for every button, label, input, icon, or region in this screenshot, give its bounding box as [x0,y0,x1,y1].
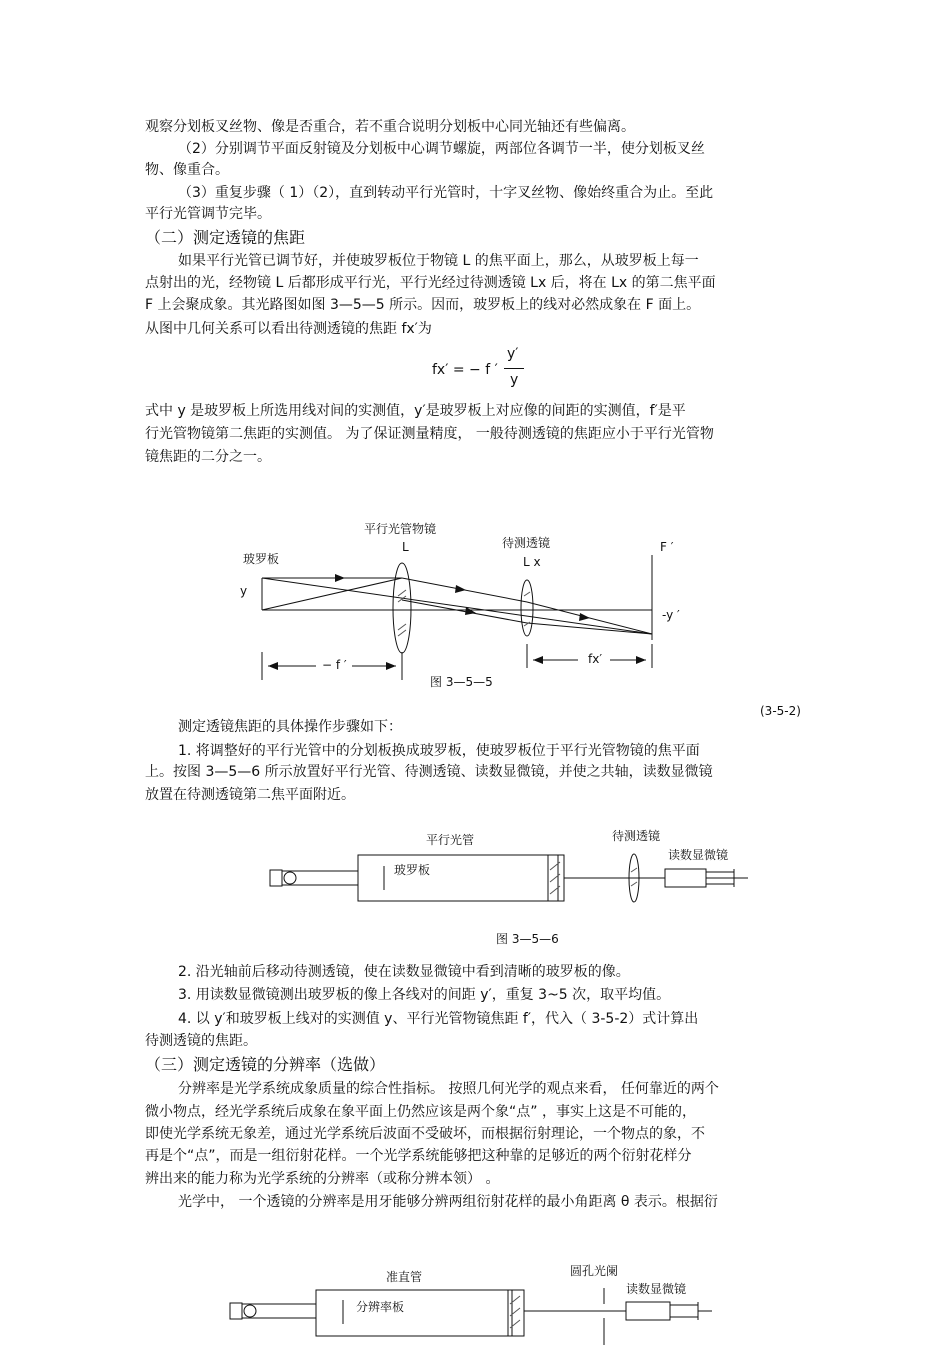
text-line: 平行光管调节完毕。 [145,206,271,222]
text-line: 即使光学系统无象差，通过光学系统后波面不受破坏，而根据衍射理论，一个物点的象，不 [145,1126,705,1142]
fig357-microscope-label: 读数显微镜 [626,1282,687,1296]
text-line: 辨出来的能力称为光学系统的分辨率（或称分辨本领） 。 [145,1171,500,1187]
text-line: （3）重复步骤（ 1）（2），直到转动平行光管时，十字叉丝物、像始终重合为止。至此 [178,185,714,201]
fig355-caption: 图 3—5—5 [430,675,493,689]
text-line: 如果平行光管已调节好，并使玻罗板位于物镜 L 的焦平面上，那么，从玻罗板上每一 [178,253,699,269]
fig355-fx-label: fx′ [588,652,603,666]
text-line: 2. 沿光轴前后移动待测透镜，使在读数显微镜中看到清晰的玻罗板的像。 [178,964,630,980]
fig356-collimator-label: 平行光管 [426,833,475,847]
fig356-test-lens-label: 待测透镜 [612,829,661,843]
text-line: F 上会聚成象。其光路图如图 3—5—5 所示。因而，玻罗板上的线对必然成象在 F 面上。 [145,297,701,313]
fig356-caption: 图 3—5—6 [496,932,559,946]
formula-lhs: fx′ = − f ′ [432,362,498,378]
equation-number: (3-5-2) [760,704,801,718]
text-line: 观察分划板叉丝物、像是否重合，若不重合说明分划板中心同光轴还有些偏离。 [145,119,635,135]
fig355-neg-y-label: -y ′ [662,608,680,622]
text-line: 放置在待测透镜第二焦平面附近。 [145,787,355,803]
text-line: 镜焦距的二分之一。 [145,449,271,465]
fig357-plate-label: 分辨率板 [356,1300,405,1314]
text-line: 4. 以 y′和玻罗板上线对的实测值 y、平行光管物镜焦距 f′，代入（ 3-5-2）式计算出 [178,1011,699,1027]
formula-denominator: y [510,372,519,388]
fig355-test-lens-label: 待测透镜 [502,536,551,550]
text-line: 从图中几何关系可以看出待测透镜的焦距 fx′为 [145,321,432,337]
fig355-y-label: y [240,584,248,598]
fig355-collimator-lens-label: 平行光管物镜 [364,522,437,536]
text-line: 分辨率是光学系统成象质量的综合性指标。 按照几何光学的观点来看， 任何靠近的两个 [178,1081,719,1097]
fig355-L-label: L [402,540,409,554]
text-line: 1. 将调整好的平行光管中的分划板换成玻罗板，使玻罗板位于平行光管物镜的焦平面 [178,743,700,759]
fig356-boluo-label: 玻罗板 [394,863,431,877]
fig355-boluo-label: 玻罗板 [243,552,280,566]
text-line: 上。按图 3—5—6 所示放置好平行光管、待测透镜、读数显微镜，并使之共轴，读数显微镜 [145,764,713,780]
text-line: 待测透镜的焦距。 [145,1033,257,1049]
text-line: （2）分别调节平面反射镜及分划板中心调节螺旋，两部位各调节一半，使分划板叉丝 [178,141,705,157]
text-line: 式中 y 是玻罗板上所选用线对间的实测值，y′是玻罗板上对应像的间距的实测值，f′是平 [145,403,686,419]
fig357-aperture-label: 圆孔光阑 [570,1264,619,1278]
fig355-F-label: F ′ [660,540,674,554]
fig355-neg-f-label: − f ′ [322,658,347,672]
text-line: 测定透镜焦距的具体操作步骤如下： [178,719,402,735]
fig357-collimator-label: 准直管 [386,1270,423,1284]
text-line: 3. 用读数显微镜测出玻罗板的像上各线对的间距 y′，重复 3~5 次，取平均值。 [178,987,671,1003]
text-line: 光学中， 一个透镜的分辨率是用牙能够分辨两组衍射花样的最小角距离 θ 表示。根据衍 [178,1194,718,1210]
text-line: 微小物点，经光学系统后成象在象平面上仍然应该是两个象“点” ，事实上这是不可能的， [145,1104,696,1120]
section-heading: （二）测定透镜的焦距 [145,228,306,247]
text-line: 点射出的光，经物镜 L 后都形成平行光，平行光经过待测透镜 Lx 后，将在 Lx 的第二焦平面 [145,275,716,291]
formula-numerator: y′ [507,346,519,362]
fig356-microscope-label: 读数显微镜 [668,848,729,862]
text-line: 行光管物镜第二焦距的实测值。 为了保证测量精度， 一般待测透镜的焦距应小于平行光管物 [145,426,714,442]
text-line: 物、像重合。 [145,162,229,178]
fig355-Lx-label: L x [523,555,541,569]
section-heading: （三）测定透镜的分辨率（选做） [145,1055,386,1074]
text-line: 再是个“点”，而是一组衍射花样。一个光学系统能够把这种靠的足够近的两个衍射花样分 [145,1148,692,1164]
